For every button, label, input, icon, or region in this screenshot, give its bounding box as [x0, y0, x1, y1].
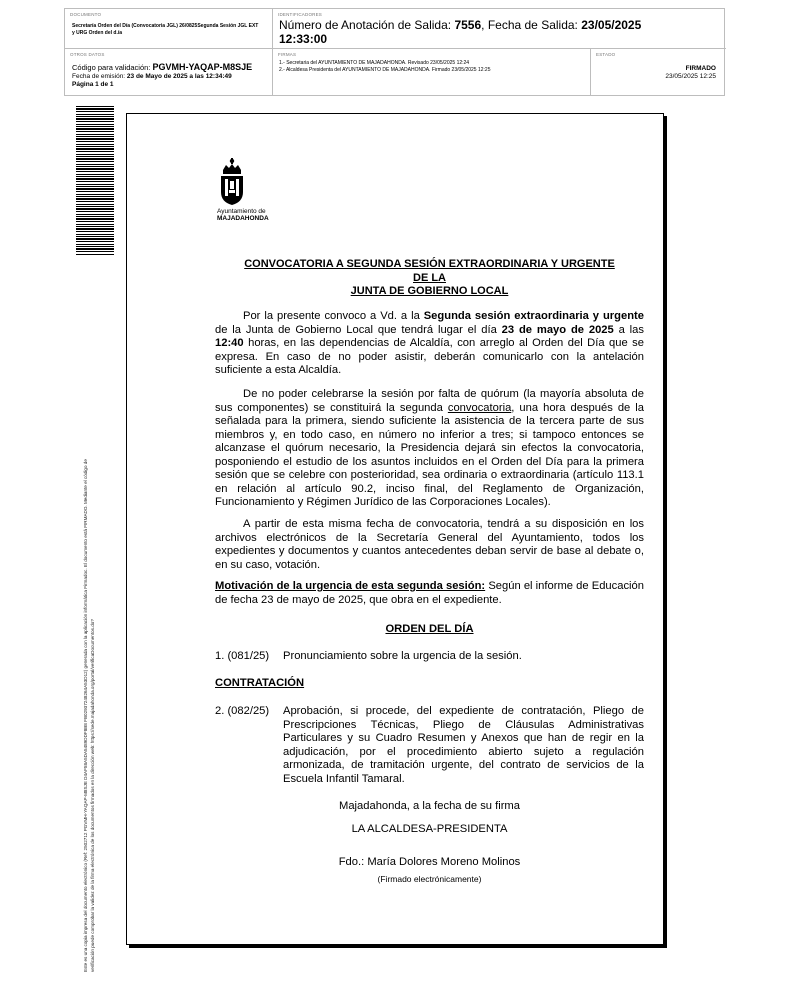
codigo-validacion: [72, 62, 252, 72]
closing-electronic: (Firmado electrónicamente): [377, 874, 482, 884]
fecha-prefix: , Fecha de Salida:: [481, 18, 582, 32]
documento-cell: [65, 9, 273, 49]
identificadores-cell: [273, 9, 726, 49]
p1-bold-date: 23 de mayo de 2025: [501, 323, 614, 336]
municipal-logo: [214, 158, 284, 222]
coat-of-arms-icon: [217, 158, 247, 206]
firmas-label: FIRMAS: [278, 52, 297, 57]
agenda-item-2-number: 2. (082/25): [215, 705, 270, 717]
fecha-emision: [72, 73, 232, 80]
codigo-prefix: Código para validación:: [72, 63, 153, 72]
verification-side-note: [82, 292, 96, 972]
paragraph-archivos: A partir de esta misma fecha de convocatoria, tendrá a su disposición en los archivos electrónicos de la Secretaría General del Ayuntamiento, todos los expedientes y documentos y cuantos antecedentes deban servir de base al debate o, en su caso, votación.: [215, 518, 644, 571]
estado-date: 23/05/2025 12:25: [665, 73, 716, 80]
documento-text: Secretaría Orden del Día (Convocatoria JGL) 26/0825Segunda Sesión JGL EXT y URG Orden del d.ía: [72, 23, 259, 36]
side-note-line-1: Este es una copia impresa del documento electrónico (Ref: 2502712 PGVMH-YAQAP-M8SJE D4AF58A5DA5489DDF8B8 FB02937248264A53D12) generada con la aplicación informática Firmadoc. El documento está FIRMADO. Mediante el código de: [83, 459, 88, 972]
paragraph-motivacion: [215, 580, 644, 607]
otros-datos-cell: [65, 49, 273, 95]
p2-text-c: , una hora después de la señalada para la primera, siendo suficiente la asistencia de la tercera parte de sus miembros y, en todo caso, en número no inferior a tres; si tampoco entonces se alcanzase el quórum necesario, la Presidencia dejará sin efectos la convocatoria, posponiendo el estudio de los asuntos incluidos en el Orden del Día para la primera sesión que se celebre con posterioridad, sea ordinaria o extraordinaria (artículo 113.1 en relación al artículo 90.2, inciso final, del Reglamento de Organización, Funcionamiento y Régimen Jurídico de las Corporaciones Locales).: [215, 401, 645, 508]
side-note-line-2: verificación puede comprobar la validez de la firma electrónica de los documentos firmados en la dirección web: https://sede.majadahonda.org/portal/verificaDocumentos.do?: [90, 619, 95, 972]
anotacion-prefix: Número de Anotación de Salida:: [279, 18, 455, 32]
fecha-value: 23/05/2025: [581, 18, 642, 32]
agenda-item-1-number: 1. (081/25): [215, 650, 270, 662]
title-line-2: DE LA: [413, 271, 446, 284]
identificadores-label: IDENTIFICADORES: [278, 12, 323, 17]
firma-1: 1.- Secretaria del AYUNTAMIENTO DE MAJADAHONDA. Revisado 23/05/2025 12:24: [279, 60, 470, 66]
orden-title-text: ORDEN DEL DÍA: [385, 623, 474, 635]
estado-value: FIRMADO: [685, 65, 716, 72]
hora-value: 12:33:00: [279, 32, 328, 46]
p1-text-a: Por la presente convoco a Vd. a la: [243, 310, 424, 322]
agenda-item-1-text: Pronunciamiento sobre la urgencia de la sesión.: [283, 650, 522, 662]
section-contratacion: [215, 677, 644, 691]
estado-label: ESTADO: [596, 52, 616, 57]
closing-role: LA ALCALDESA-PRESIDENTA: [351, 823, 508, 835]
agenda-item-2: [215, 705, 644, 786]
motivacion-label: Motivación de la urgencia de esta segunda sesión:: [215, 580, 486, 592]
document-title: [215, 258, 644, 299]
title-line-1: CONVOCATORIA A SEGUNDA SESIÓN EXTRAORDINARIA Y URGENTE: [244, 258, 615, 270]
agenda-item-2-text: Aprobación, si procede, del expediente de contratación, Pliego de Prescripciones Técnicas, Pliego de Cláusulas Administrativas Particulares y su Cuadro Resumen y Anexos que han de regir en la adjudicación, por el procedimiento abierto sujeto a regulación armonizada, de tramitación urgente, del contrato de servicios de la Escuela Infantil Tamaral.: [283, 705, 644, 785]
closing-place: Majadahonda, a la fecha de su firma: [339, 800, 520, 812]
p1-text-c: de la Junta de Gobierno Local que tendrá lugar el día: [215, 323, 502, 336]
title-line-3: JUNTA DE GOBIERNO LOCAL: [350, 285, 509, 297]
firma-2: 2.- Alcaldesa Presidenta del AYUNTAMIENTO DE MAJADAHONDA. Firmado 23/05/2025 12:25: [279, 67, 491, 73]
paragraph-convocatoria: [215, 310, 644, 378]
p1-text-g: horas, en las dependencias de Alcaldía, con arreglo al Orden del Día que se expresa. En caso de no poder asistir, deberán comunicarlo con la antelación suficiente a esta Alcaldía.: [215, 337, 644, 376]
anotacion-number: 7556: [454, 18, 482, 32]
p2-text-a: De no poder celebrarse la sesión por falta de quórum (la mayoría absoluta de sus componentes) se constituirá la segunda: [215, 388, 644, 414]
agenda-item-1: [215, 650, 644, 664]
codigo-value: PGVMH-YAQAP-M8SJE: [152, 62, 253, 72]
paragraph-quorum: [215, 388, 644, 510]
anotacion-text: [279, 18, 699, 46]
p1-bold-session: Segunda sesión extraordinaria y urgente: [423, 310, 644, 322]
otros-label: OTROS DATOS: [70, 52, 105, 57]
section-contratacion-text: CONTRATACIÓN: [215, 677, 305, 689]
emision-value: 23 de Mayo de 2025 a las 12:34:49: [126, 73, 232, 80]
p1-text-e: a las: [613, 323, 644, 336]
estado-cell: [591, 49, 726, 95]
documento-label: DOCUMENTO: [70, 12, 102, 17]
logo-line-2: MAJADAHONDA: [217, 215, 269, 222]
emision-prefix: Fecha de emisión:: [72, 73, 127, 80]
logo-line-1: Ayuntamiento de: [217, 208, 266, 215]
pagina-text: Página 1 de 1: [72, 81, 114, 88]
p2-underlined-convocatoria: convocatoria: [447, 401, 512, 414]
firmas-cell: [273, 49, 591, 95]
motivacion-text: Según el informe de Educación de fecha 23 de mayo de 2025, que obra en el expediente.: [215, 580, 644, 606]
closing-signed: Fdo.: María Dolores Moreno Molinos: [338, 856, 521, 868]
barcode: [76, 106, 114, 256]
p1-bold-time: 12:40: [215, 337, 244, 349]
orden-del-dia-title: [215, 623, 644, 635]
signature-header: [64, 8, 725, 96]
